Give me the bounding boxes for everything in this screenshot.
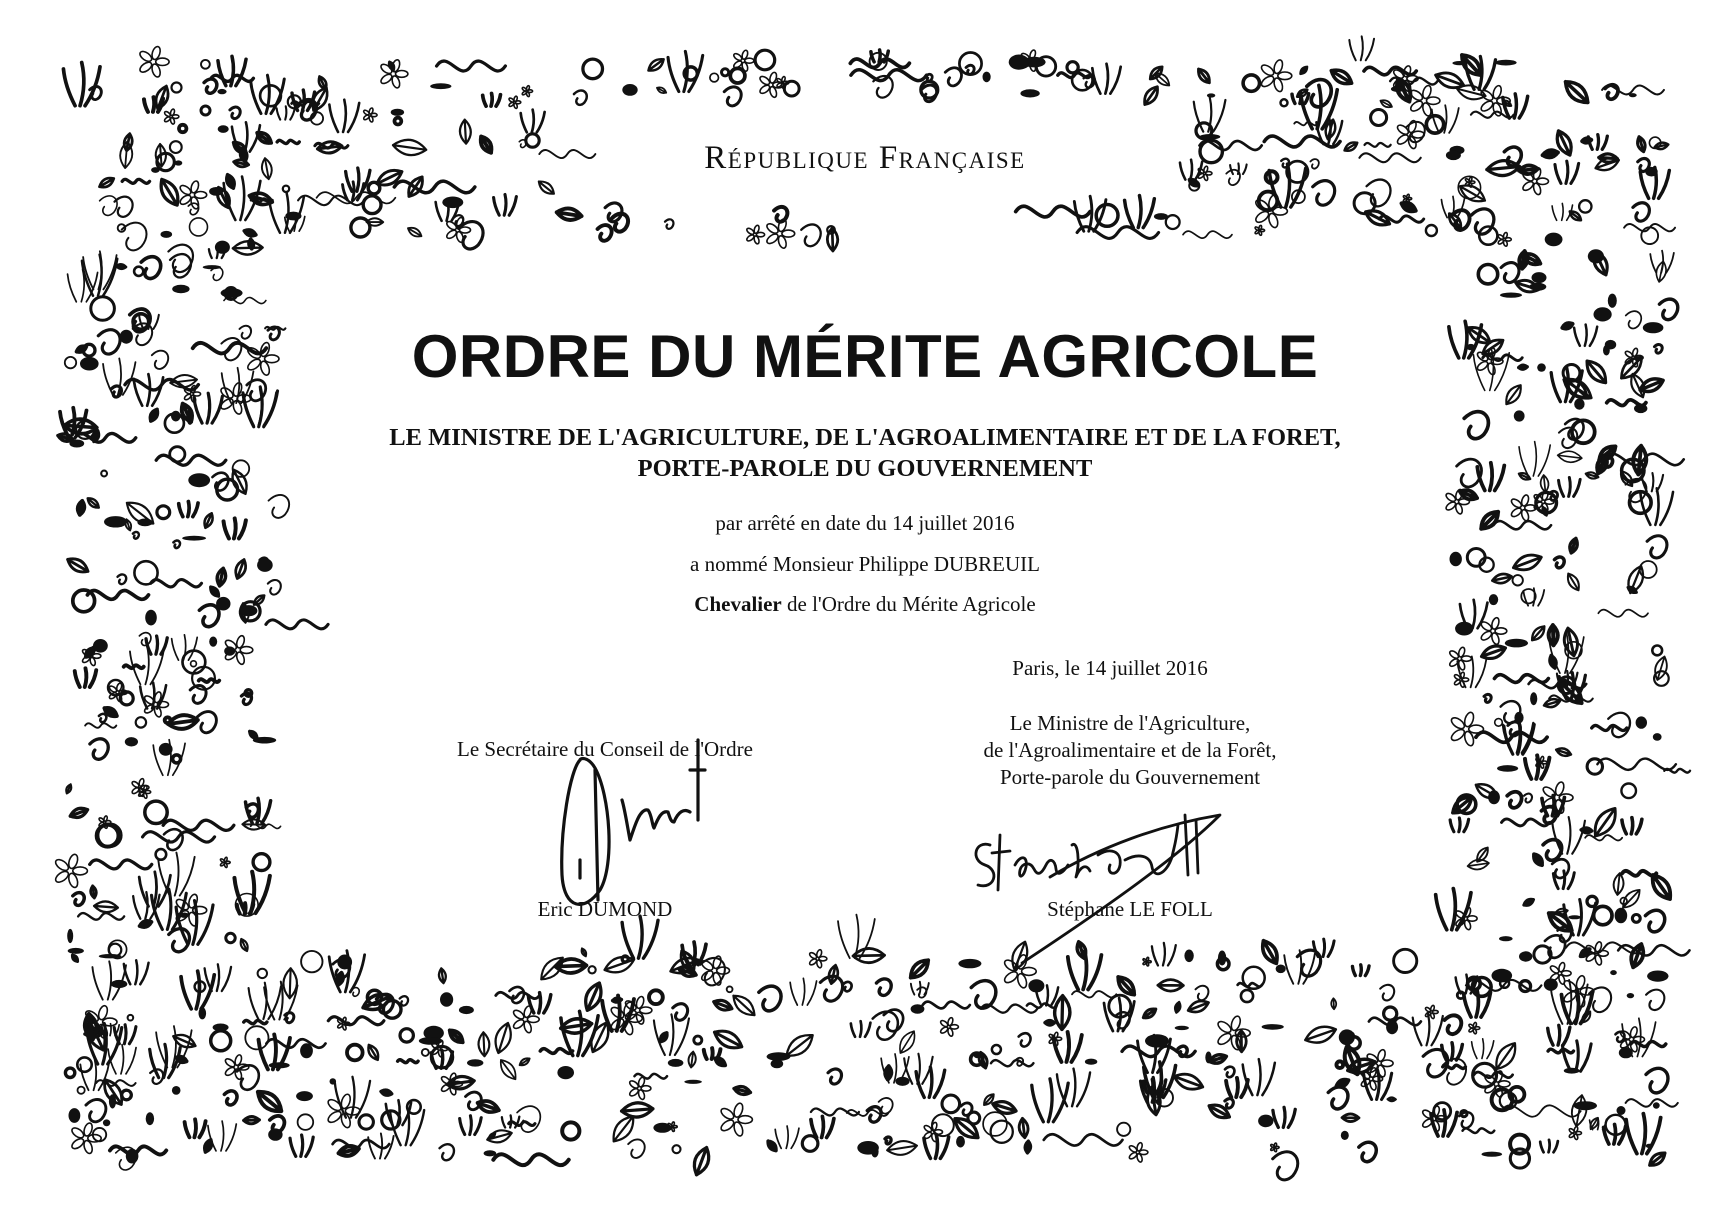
right-title-line-3: Porte-parole du Gouvernement xyxy=(999,765,1261,789)
right-signatory-title xyxy=(900,710,1360,791)
rank-line xyxy=(300,592,1430,617)
ministry-line-1: LE MINISTRE DE L'AGRICULTURE, DE L'AGROALIMENTAIRE ET DE LA FORET, xyxy=(389,424,1341,451)
left-signatory-name: Eric DUMOND xyxy=(537,897,673,921)
appointment-line: a nommé Monsieur Philippe DUBREUIL xyxy=(690,552,1040,576)
left-signatory-title: Le Secrétaire du Conseil de l'Ordre xyxy=(457,737,753,761)
left-signature xyxy=(540,700,720,930)
certificate-title: ORDRE DU MÉRITE AGRICOLE xyxy=(411,323,1319,390)
republic-header: République Française xyxy=(704,140,1026,176)
right-signatory-name: Stéphane LE FOLL xyxy=(1047,897,1213,921)
rank-order: de l'Ordre du Mérite Agricole xyxy=(781,592,1036,616)
rank-title: Chevalier xyxy=(694,592,782,616)
right-title-line-1: Le Ministre de l'Agriculture, xyxy=(1009,711,1251,735)
right-signature xyxy=(960,785,1230,975)
ministry-line-2: PORTE-PAROLE DU GOUVERNEMENT xyxy=(637,455,1093,482)
decree-line: par arrêté en date du 14 juillet 2016 xyxy=(715,511,1015,535)
right-title-line-2: de l'Agroalimentaire et de la Forêt, xyxy=(983,738,1277,762)
place-date: Paris, le 14 juillet 2016 xyxy=(1012,656,1208,680)
ministry-heading xyxy=(250,422,1480,484)
